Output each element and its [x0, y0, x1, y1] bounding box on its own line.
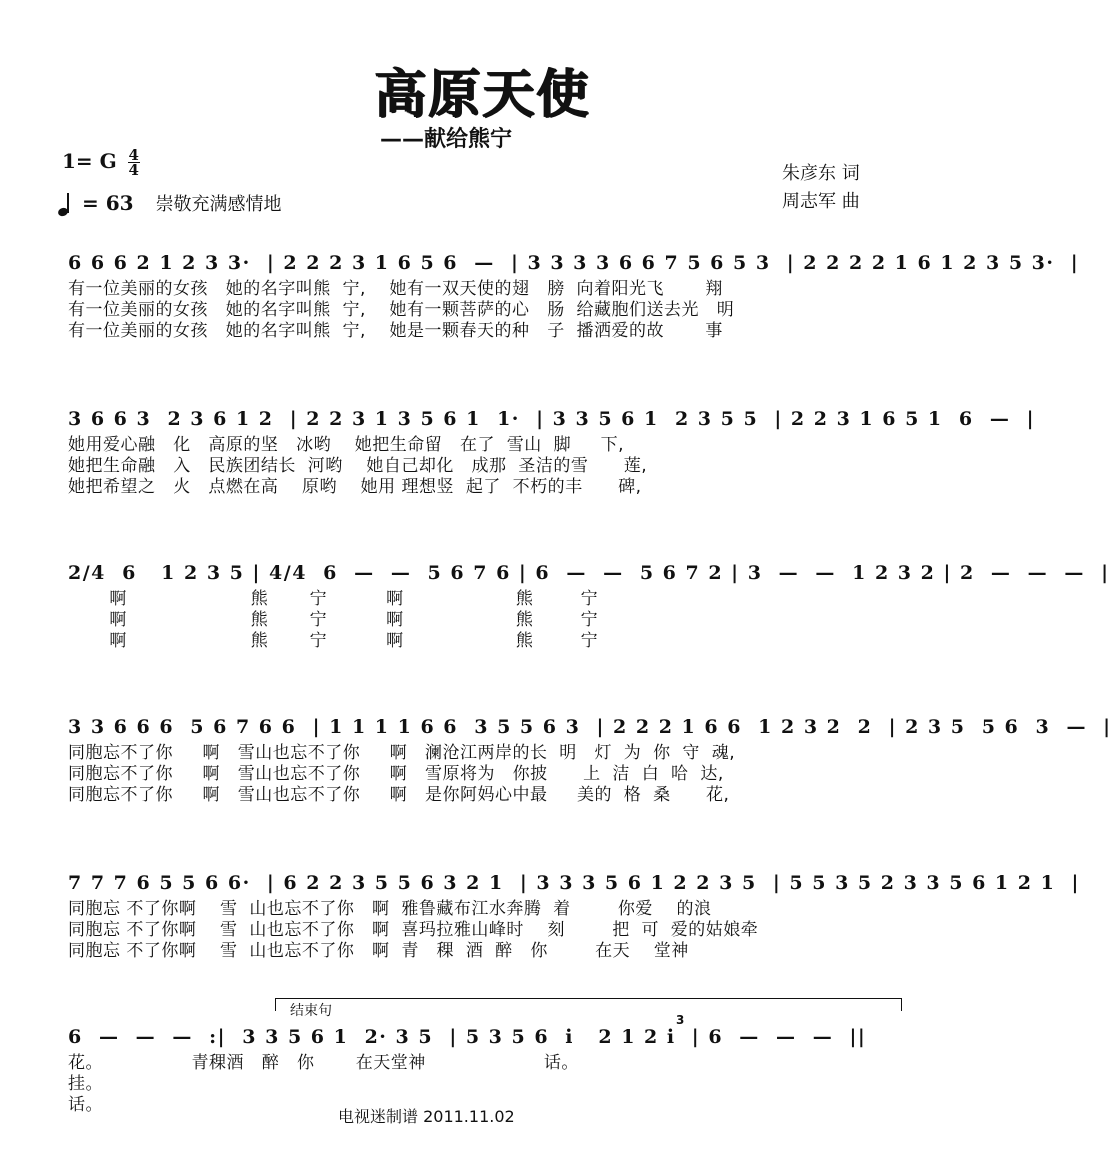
tempo-value: = 63 [82, 191, 134, 215]
notes-line: 3 3 6 6 6 5 6 7 6 6 | 1 1 1 1 6 6 3 5 5 6 3 | 2 2 2 1 6 6 1 2 3 2 2 | 2 3 5 5 6 3 — | [68, 716, 1112, 738]
quarter-note-icon [58, 192, 72, 216]
lyric-verse-2: 同胞忘不了你 啊 雪山也忘不了你 啊 雪原将为 你披 上 洁 白 哈 达, [68, 764, 724, 784]
lyric-verse-1: 有一位美丽的女孩 她的名字叫熊 宁, 她有一双天使的翅 膀 向着阳光飞 翔 [68, 279, 723, 299]
ending-bracket [275, 998, 902, 1011]
lyric-verse-1: 啊 熊 宁 啊 熊 宁 [68, 589, 599, 609]
lyric-verse-3: 啊 熊 宁 啊 熊 宁 [68, 631, 599, 651]
lyric-verse-3: 她把希望之 火 点燃在高 原哟 她用 理想竖 起了 不朽的丰 碑, [68, 477, 642, 497]
notes-line: 7 7 7 6 5 5 6 6· | 6 2 2 3 5 5 6 3 2 1 | 3 3 3 5 6 1 2 2 3 5 | 5 5 3 5 2 3 3 5 6 1 2 1 | [68, 872, 1080, 894]
score-row-2 [68, 408, 1035, 498]
tempo-marking [58, 190, 282, 216]
lyric-verse-1: 花。 青稞酒 醉 你 在天堂神 话。 [68, 1053, 579, 1073]
time-signature [128, 148, 140, 177]
lyric-verse-2: 她把生命融 入 民族团结长 河哟 她自己却化 成那 圣洁的雪 莲, [68, 456, 648, 476]
notes-line: 3 6 6 3 2 3 6 1 2 | 2 2 3 1 3 5 6 1 1· | 3 3 5 6 1 2 3 5 5 | 2 2 3 1 6 5 1 6 — | [68, 408, 1035, 430]
key-label: 1= G [62, 149, 117, 173]
score-row-3 [68, 562, 1110, 652]
score-row-1 [68, 252, 1080, 342]
lyric-verse-2: 啊 熊 宁 啊 熊 宁 [68, 610, 599, 630]
notes-line: 2/4 6 1 2 3 5 | 4/4 6 — — 5 6 7 6 | 6 — — 5 6 7 2 | 3 — — 1 2 3 2 | 2 — — — | [68, 562, 1110, 584]
lyric-verse-3: 有一位美丽的女孩 她的名字叫熊 宁, 她是一颗春天的种 子 播洒爱的故 事 [68, 321, 723, 341]
time-sig-bottom: 4 [128, 161, 139, 179]
lyric-verse-2: 挂。 [68, 1074, 103, 1094]
score-row-4 [68, 716, 1112, 806]
credits [782, 160, 860, 216]
lyric-verse-1: 同胞忘不了你 啊 雪山也忘不了你 啊 澜沧江两岸的长 明 灯 为 你 守 魂, [68, 743, 736, 763]
lyric-verse-3: 同胞忘 不了你啊 雪 山也忘不了你 啊 青 稞 酒 醉 你 在天 堂神 [68, 941, 689, 961]
time-sig-top: 4 [128, 146, 139, 164]
score-row-5 [68, 872, 1080, 962]
footer-credit: 电视迷制谱 2011.11.02 [338, 1107, 515, 1126]
lyric-verse-1: 她用爱心融 化 高原的坚 冰哟 她把生命留 在了 雪山 脚 下, [68, 435, 624, 455]
tempo-mood: 崇敬充满感情地 [155, 194, 282, 215]
lyric-verse-3: 话。 [68, 1095, 103, 1115]
song-title: 高原天使 [374, 64, 591, 125]
notes-line: 6 6 6 2 1 2 3 3· | 2 2 2 3 1 6 5 6 — | 3 3 3 3 6 6 7 5 6 5 3 | 2 2 2 2 1 6 1 2 3 5 3· | [68, 252, 1080, 274]
composer-credit: 周志军 曲 [782, 191, 860, 212]
lyric-verse-2: 同胞忘 不了你啊 雪 山也忘不了你 啊 喜玛拉雅山峰时 刻 把 可 爱的姑娘牵 [68, 920, 759, 940]
ending-label: 结束句 [290, 1003, 332, 1019]
score-row-6 [68, 1026, 908, 1116]
lyric-verse-1: 同胞忘 不了你啊 雪 山也忘不了你 啊 雅鲁藏布江水奔腾 着 你爱 的浪 [68, 899, 712, 919]
lyric-verse-2: 有一位美丽的女孩 她的名字叫熊 宁, 她有一颗菩萨的心 肠 给藏胞们送去光 明 [68, 300, 735, 320]
triplet-mark: 3 [676, 1013, 685, 1027]
key-signature [62, 148, 140, 177]
song-subtitle: ——献给熊宁 [380, 127, 513, 152]
lyricist-credit: 朱彦东 词 [782, 163, 860, 184]
lyric-verse-3: 同胞忘不了你 啊 雪山也忘不了你 啊 是你阿妈心中最 美的 格 桑 花, [68, 785, 730, 805]
notes-line: 6 — — — :| 3 3 5 6 1 2· 3 5 | 5 3 5 6 i 2 1 2 i | 6 — — — || [68, 1026, 867, 1048]
